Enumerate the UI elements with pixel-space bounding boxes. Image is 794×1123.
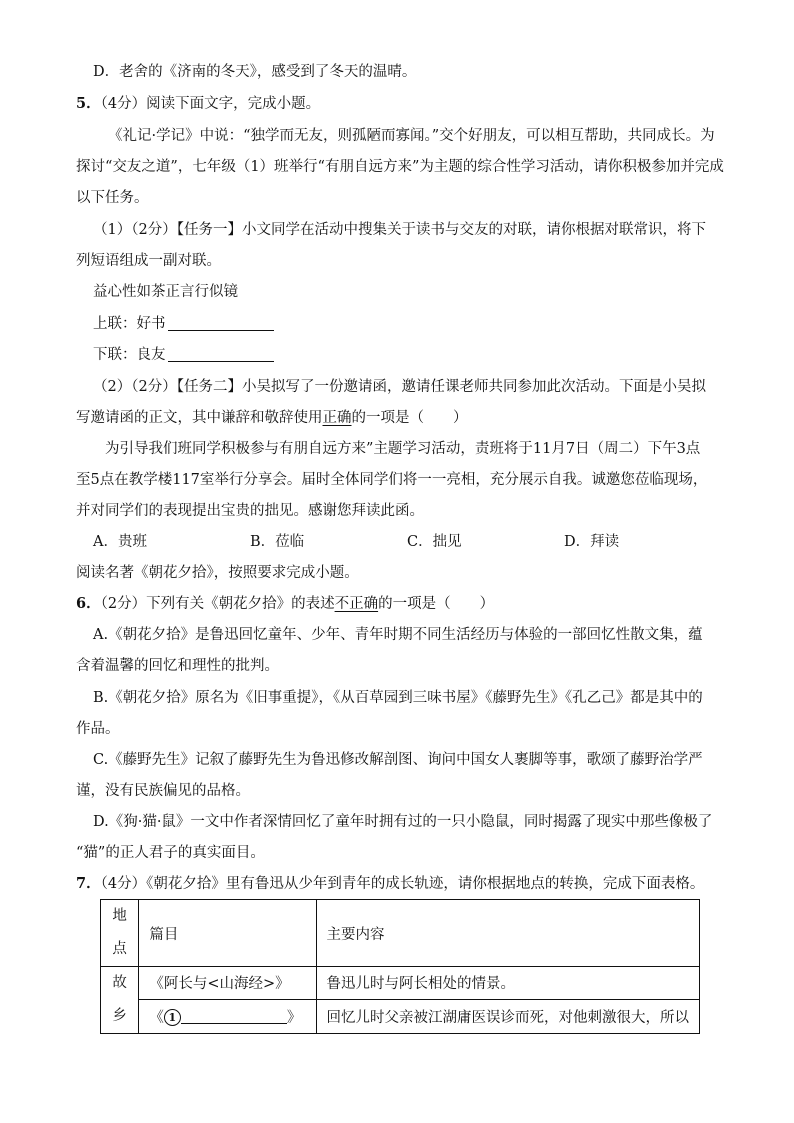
q6-option-b-2	[76, 719, 120, 739]
question-number: 5．	[76, 95, 101, 112]
text: （4分）《朝花夕拾》里有鲁迅从少年到青年的成长轨迹，请你根据地点的转换，完成下面表格。	[100, 876, 705, 892]
text: 乡	[112, 1008, 127, 1024]
passage-line-1	[108, 126, 715, 146]
invitation-line-2	[76, 470, 707, 490]
text: 回忆儿时父亲被江湖庸医误诊而死，对他刺激很大，所以	[326, 1009, 689, 1026]
text: （2）（2分）【任务二】小吴拟写了一份邀请函，邀请任课老师共同参加此次活动。下面是小吴拟	[93, 379, 706, 395]
text: A.《朝花夕拾》是鲁迅回忆童年、少年、青年时期不同生活经历与体验的一部回忆性散文集，蕴	[93, 627, 703, 643]
row2-content	[316, 999, 700, 1033]
text: 的一项是（ ）	[378, 596, 495, 612]
q7-heading	[76, 874, 704, 894]
couplet-phrases	[93, 282, 238, 302]
option-b[interactable]: B．莅临	[250, 534, 305, 550]
table-row	[101, 999, 700, 1033]
option-a[interactable]: A．贵班	[93, 534, 147, 550]
text: 以下任务。	[76, 190, 149, 206]
text: （4分）阅读下面文字，完成小题。	[100, 96, 321, 112]
q6-option-c-1	[93, 750, 703, 770]
q5-heading	[76, 94, 320, 114]
text: 《阿长与<山海经>》	[149, 976, 290, 993]
text: 地	[112, 908, 127, 924]
task2-line-2	[76, 408, 468, 428]
header-place	[101, 900, 139, 967]
text: 故	[112, 975, 127, 991]
answer-blank[interactable]	[168, 346, 274, 362]
q6-option-b-1	[93, 688, 703, 708]
couplet-lower	[93, 345, 274, 365]
circled-number: 1	[164, 1009, 181, 1026]
text: C.《藤野先生》记叙了藤野先生为鲁迅修改解剖图、询问中国女人裹脚等事，歌颂了藤野治学严	[93, 752, 703, 768]
row1-title	[139, 967, 316, 1000]
text: 益心性如茶正言行似镜	[93, 284, 238, 300]
text: 探讨“交友之道”，七年级（1）班举行“有朋自远方来”为主题的综合性学习活动，请你积极参加并完成	[76, 159, 724, 175]
text: 的一项是（ ）	[351, 410, 468, 426]
text: 下联：良友	[93, 347, 166, 363]
text: 《	[149, 1009, 164, 1026]
reading-instruction	[76, 563, 359, 583]
table-row	[101, 967, 700, 1000]
option-d[interactable]: D．拜读	[564, 534, 620, 550]
task1-line-2	[76, 251, 221, 271]
text: 谨，没有民族偏见的品格。	[76, 783, 250, 799]
passage-line-2	[76, 157, 724, 177]
header-title	[139, 900, 316, 967]
q6-option-a-2	[76, 656, 279, 676]
text: 含着温馨的回忆和理性的批判。	[76, 658, 279, 674]
place-hometown	[101, 967, 139, 1034]
question-number: 7．	[76, 875, 101, 892]
underlined-word: 正确	[322, 410, 352, 426]
text: 》	[286, 1009, 302, 1026]
text: 鲁迅儿时与阿长相处的情景。	[326, 976, 515, 993]
invitation-line-3	[76, 501, 424, 521]
text: 点	[112, 941, 127, 957]
table-header-row	[101, 900, 700, 967]
text: 《礼记·学记》中说：“独学而无友，则孤陋而寡闻。”交个好朋友，可以相互帮助，共同成长。为	[108, 128, 715, 144]
q6-option-c-2	[76, 781, 250, 801]
text: 上联：好书	[93, 316, 166, 332]
task2-line-1	[93, 377, 706, 397]
text: 主要内容	[326, 926, 385, 943]
text: “猫”的正人君子的真实面目。	[76, 845, 265, 861]
text: 至5点在教学楼117室举行分享会。届时全体同学们将一一亮相，充分展示自我。诚邀您莅临现场，	[76, 472, 708, 488]
text: 写邀请函的正文，其中谦辞和敬辞使用	[76, 410, 323, 426]
invitation-line-1	[105, 439, 700, 459]
text: 列短语组成一副对联。	[76, 253, 221, 269]
text: 并对同学们的表现提出宝贵的拙见。感谢您拜读此函。	[76, 503, 424, 519]
underlined-word: 不正确	[334, 596, 379, 612]
task2-options	[93, 532, 619, 552]
text: D.《狗·猫·鼠》一文中作者深情回忆了童年时拥有过的一只小隐鼠，同时揭露了现实中那些像极了	[93, 814, 713, 830]
question-number: 6．	[76, 595, 101, 612]
answer-blank[interactable]	[181, 1009, 287, 1024]
text: （1）（2分）【任务一】小文同学在活动中搜集关于读书与交友的对联，请你根据对联常识，将下	[93, 222, 706, 238]
passage-line-3	[76, 188, 149, 208]
q6-heading	[76, 594, 494, 614]
row2-title	[139, 999, 316, 1033]
q4-option-d	[93, 62, 416, 82]
growth-table	[100, 899, 700, 1034]
row1-content	[316, 967, 700, 1000]
q6-option-d-1	[93, 812, 712, 832]
couplet-upper	[93, 314, 274, 334]
q6-option-d-2	[76, 843, 265, 863]
answer-blank[interactable]	[168, 315, 274, 331]
text: B.《朝花夕拾》原名为《旧事重提》，《从百草园到三味书屋》《藤野先生》《孔乙己》都是其中的	[93, 690, 703, 706]
text: 阅读名著《朝花夕拾》，按照要求完成小题。	[76, 565, 359, 581]
header-content	[316, 900, 700, 967]
q6-option-a-1	[93, 625, 703, 645]
text: 作品。	[76, 721, 120, 737]
option-c[interactable]: C．拙见	[407, 534, 462, 550]
text: （2分）下列有关《朝花夕拾》的表述	[100, 596, 335, 612]
text: 篇目	[149, 926, 179, 943]
task1-line-1	[93, 220, 706, 240]
text: 为引导我们班同学积极参与有朋自远方来”主题学习活动，责班将于11月7日（周二）下午3点	[105, 441, 701, 457]
text: D．老舍的《济南的冬天》，感受到了冬天的温晴。	[93, 64, 417, 80]
